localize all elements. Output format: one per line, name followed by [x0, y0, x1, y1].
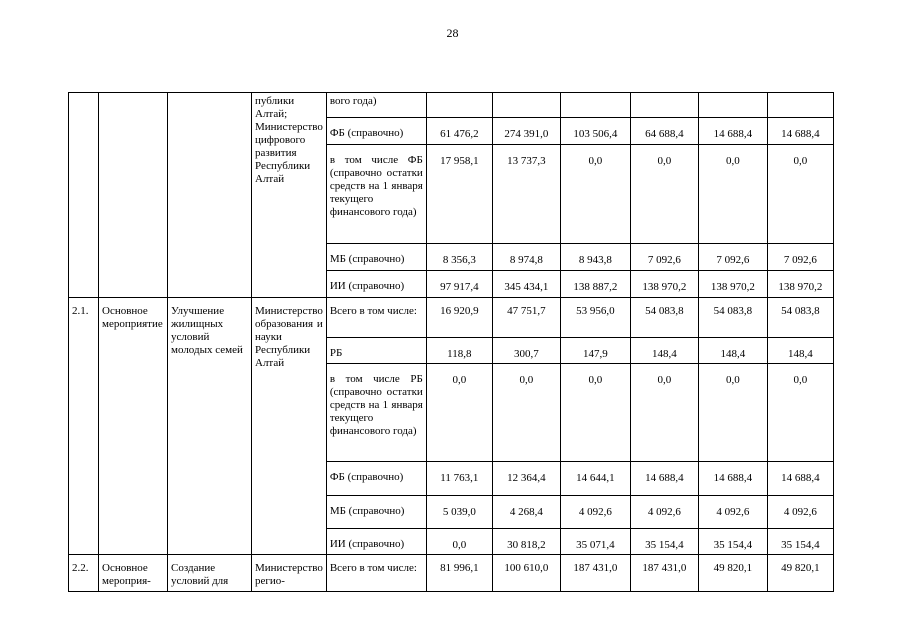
value-cell: 103 506,4: [560, 118, 630, 145]
value-cell: 0,0: [426, 529, 492, 555]
value-cell: 13 737,3: [492, 145, 560, 244]
value-cell: 8 974,8: [492, 244, 560, 271]
value-cell: 187 431,0: [630, 555, 698, 592]
value-cell: 7 092,6: [767, 244, 833, 271]
budget-table: [68, 92, 834, 592]
activity-type-cell: Основное мероприятие: [99, 298, 168, 555]
value-cell: 35 071,4: [560, 529, 630, 555]
value-cell: 0,0: [630, 364, 698, 462]
value-cell: 138 970,2: [630, 271, 698, 298]
value-cell: [767, 93, 833, 118]
value-cell: 345 434,1: [492, 271, 560, 298]
funding-source-cell: Всего в том числе:: [326, 555, 426, 592]
value-cell: 147,9: [560, 338, 630, 364]
value-cell: [492, 93, 560, 118]
value-cell: [560, 93, 630, 118]
value-cell: 0,0: [698, 145, 767, 244]
executor-cell: Министерство образования и науки Республики Алтай: [252, 298, 327, 555]
value-cell: 17 958,1: [426, 145, 492, 244]
value-cell: [630, 93, 698, 118]
table-row: [69, 93, 834, 118]
table-row: [69, 555, 834, 592]
table-row: [69, 298, 834, 338]
value-cell: [426, 93, 492, 118]
value-cell: 300,7: [492, 338, 560, 364]
value-cell: 4 092,6: [767, 496, 833, 529]
value-cell: 14 688,4: [698, 118, 767, 145]
value-cell: 148,4: [767, 338, 833, 364]
value-cell: 0,0: [767, 364, 833, 462]
value-cell: 100 610,0: [492, 555, 560, 592]
value-cell: 54 083,8: [698, 298, 767, 338]
activity-type-cell: Основное мероприя-: [99, 555, 168, 592]
value-cell: 35 154,4: [630, 529, 698, 555]
activity-type-cell: [99, 93, 168, 298]
value-cell: 4 268,4: [492, 496, 560, 529]
value-cell: 274 391,0: [492, 118, 560, 145]
value-cell: 118,8: [426, 338, 492, 364]
value-cell: 0,0: [767, 145, 833, 244]
value-cell: 187 431,0: [560, 555, 630, 592]
value-cell: 14 688,4: [630, 462, 698, 496]
value-cell: 0,0: [698, 364, 767, 462]
value-cell: 4 092,6: [698, 496, 767, 529]
value-cell: 7 092,6: [630, 244, 698, 271]
value-cell: 53 956,0: [560, 298, 630, 338]
value-cell: 14 688,4: [767, 118, 833, 145]
value-cell: 16 920,9: [426, 298, 492, 338]
executor-cell: Министерство регио-: [252, 555, 327, 592]
value-cell: 35 154,4: [767, 529, 833, 555]
value-cell: 49 820,1: [698, 555, 767, 592]
value-cell: 4 092,6: [630, 496, 698, 529]
funding-source-cell: ИИ (справочно): [326, 529, 426, 555]
value-cell: 97 917,4: [426, 271, 492, 298]
funding-source-cell: ФБ (справочно): [326, 118, 426, 145]
value-cell: 4 092,6: [560, 496, 630, 529]
value-cell: 138 970,2: [767, 271, 833, 298]
value-cell: 7 092,6: [698, 244, 767, 271]
row-number-cell: 2.1.: [69, 298, 99, 555]
value-cell: 0,0: [492, 364, 560, 462]
value-cell: 35 154,4: [698, 529, 767, 555]
funding-source-cell: МБ (справочно): [326, 496, 426, 529]
funding-source-cell: вого года): [326, 93, 426, 118]
value-cell: 54 083,8: [767, 298, 833, 338]
funding-source-cell: МБ (справочно): [326, 244, 426, 271]
value-cell: [698, 93, 767, 118]
row-number-cell: 2.2.: [69, 555, 99, 592]
value-cell: 47 751,7: [492, 298, 560, 338]
value-cell: 12 364,4: [492, 462, 560, 496]
executor-cell: публики Алтай; Министерство цифрового развития Республики Алтай: [252, 93, 327, 298]
value-cell: 14 688,4: [767, 462, 833, 496]
activity-name-cell: Создание условий для: [168, 555, 252, 592]
funding-source-cell: в том числе РБ (справочно остатки средств на 1 января текущего финансового года): [326, 364, 426, 462]
value-cell: 8 943,8: [560, 244, 630, 271]
value-cell: 0,0: [630, 145, 698, 244]
funding-source-cell: ФБ (справочно): [326, 462, 426, 496]
value-cell: 138 887,2: [560, 271, 630, 298]
value-cell: 14 688,4: [698, 462, 767, 496]
value-cell: 49 820,1: [767, 555, 833, 592]
value-cell: 61 476,2: [426, 118, 492, 145]
value-cell: 14 644,1: [560, 462, 630, 496]
value-cell: 0,0: [560, 145, 630, 244]
funding-source-cell: в том числе ФБ (справочно остатки средств на 1 января текущего финансового года): [326, 145, 426, 244]
value-cell: 138 970,2: [698, 271, 767, 298]
value-cell: 30 818,2: [492, 529, 560, 555]
value-cell: 5 039,0: [426, 496, 492, 529]
value-cell: 8 356,3: [426, 244, 492, 271]
page-number: 28: [446, 26, 459, 40]
value-cell: 0,0: [560, 364, 630, 462]
value-cell: 148,4: [698, 338, 767, 364]
value-cell: 11 763,1: [426, 462, 492, 496]
value-cell: 64 688,4: [630, 118, 698, 145]
funding-source-cell: ИИ (справочно): [326, 271, 426, 298]
funding-source-cell: Всего в том числе:: [326, 298, 426, 338]
value-cell: 81 996,1: [426, 555, 492, 592]
funding-source-cell: РБ: [326, 338, 426, 364]
value-cell: 54 083,8: [630, 298, 698, 338]
value-cell: 0,0: [426, 364, 492, 462]
row-number-cell: [69, 93, 99, 298]
activity-name-cell: Улучшение жилищных условий молодых семей: [168, 298, 252, 555]
activity-name-cell: [168, 93, 252, 298]
value-cell: 148,4: [630, 338, 698, 364]
